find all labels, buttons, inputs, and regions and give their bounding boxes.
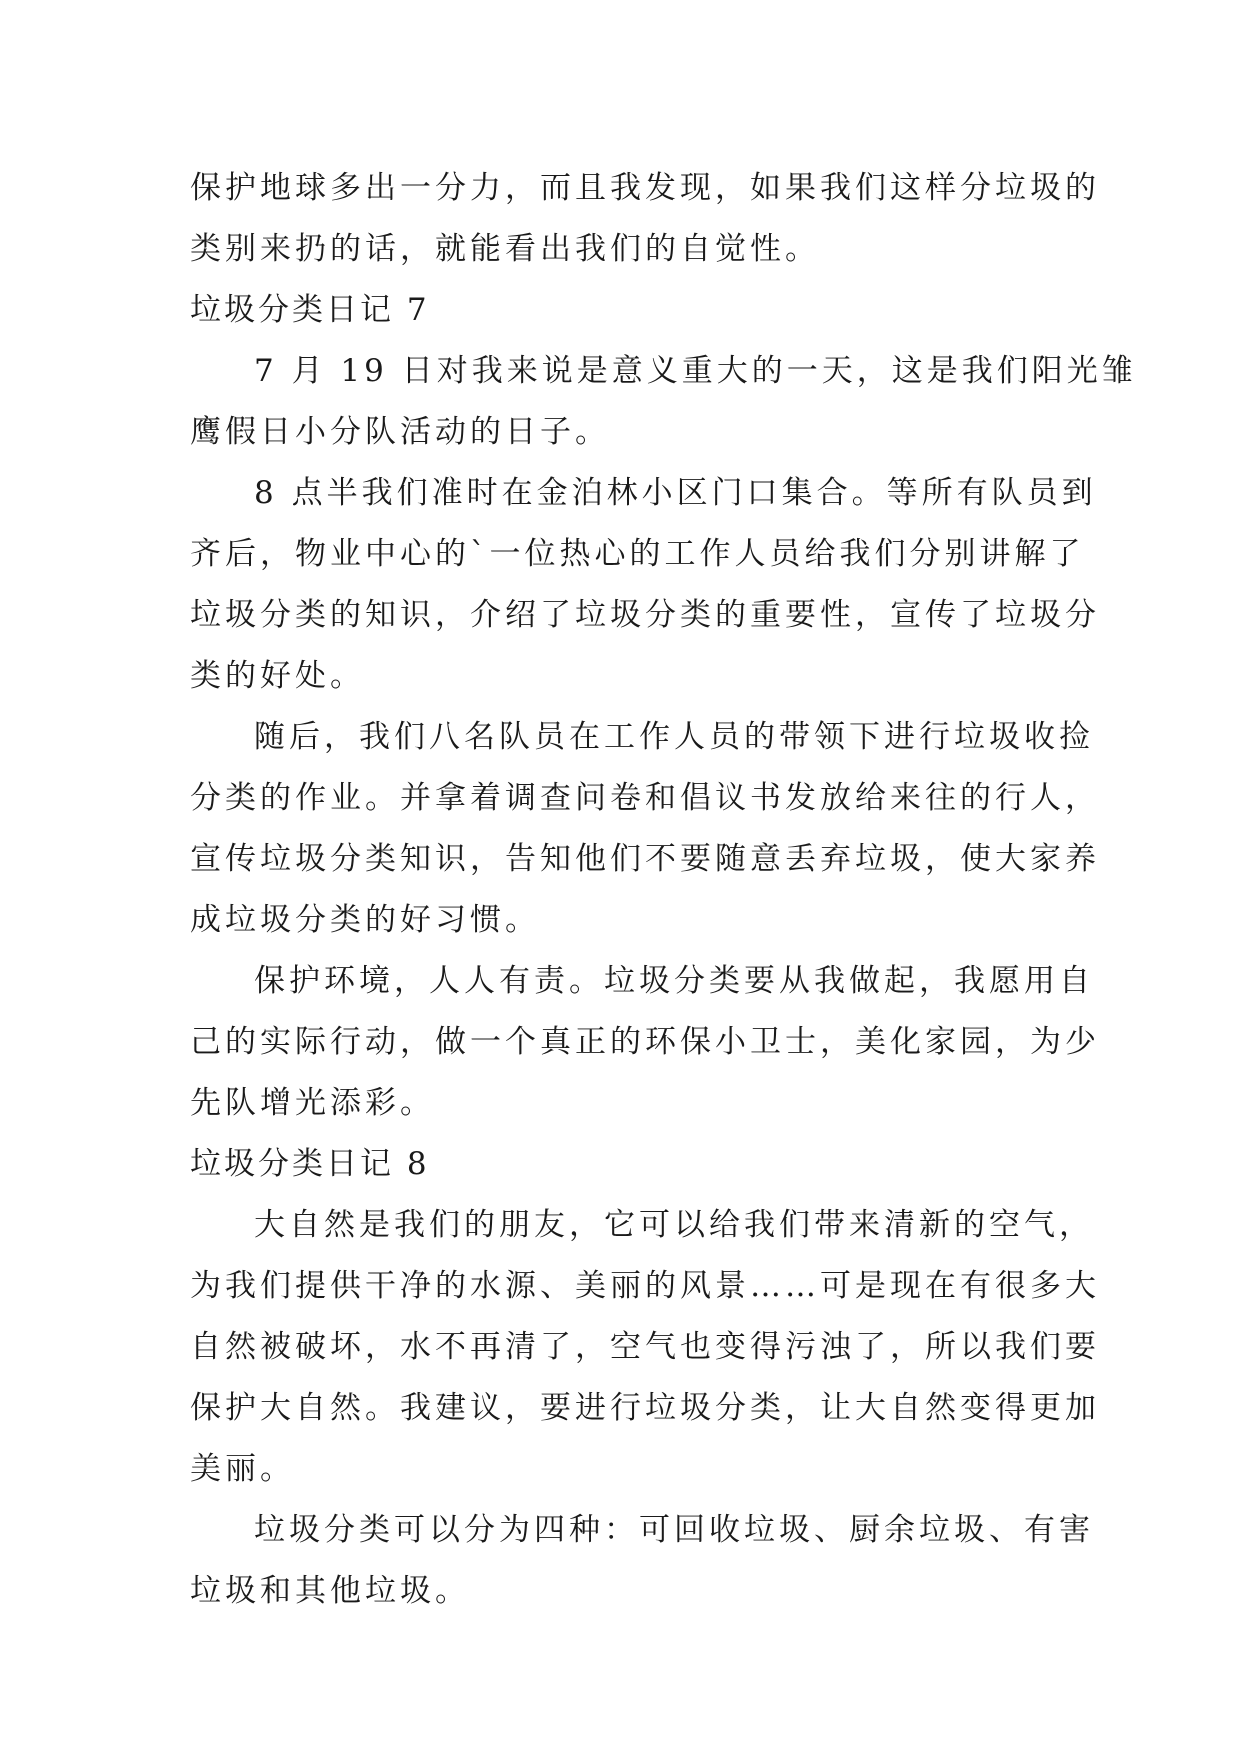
text-line: 垃圾分类的知识，介绍了垃圾分类的重要性，宣传了垃圾分 xyxy=(190,597,1100,633)
text-line: 为我们提供干净的水源、美丽的风景……可是现在有很多大 xyxy=(190,1268,1100,1304)
text-line: 齐后，物业中心的`一位热心的工作人员给我们分别讲解了 xyxy=(190,536,1085,572)
text-line: 类别来扔的话，就能看出我们的自觉性。 xyxy=(190,231,820,267)
text-line: 分类的作业。并拿着调查问卷和倡议书发放给来往的行人， xyxy=(190,780,1100,816)
document-body xyxy=(190,158,1137,1622)
text-line: 鹰假日小分队活动的日子。 xyxy=(190,414,610,450)
paragraph-start: 8 点半我们准时在金泊林小区门口集合。等所有队员到 xyxy=(254,475,1097,511)
text-line: 保护地球多出一分力，而且我发现，如果我们这样分垃圾的 xyxy=(190,170,1100,206)
text-line: 美丽。 xyxy=(190,1451,295,1487)
text-line: 宣传垃圾分类知识，告知他们不要随意丢弃垃圾，使大家养 xyxy=(190,841,1100,877)
text-line: 己的实际行动，做一个真正的环保小卫士，美化家园，为少 xyxy=(190,1024,1100,1060)
text-line: 先队增光添彩。 xyxy=(190,1085,435,1121)
text-line: 保护大自然。我建议，要进行垃圾分类，让大自然变得更加 xyxy=(190,1390,1100,1426)
section-heading-diary-7: 垃圾分类日记 7 xyxy=(190,292,430,328)
text-line: 类的好处。 xyxy=(190,658,365,694)
text-line: 垃圾和其他垃圾。 xyxy=(190,1573,470,1609)
paragraph-start: 随后，我们八名队员在工作人员的带领下进行垃圾收捡 xyxy=(254,719,1094,755)
paragraph-start: 垃圾分类可以分为四种：可回收垃圾、厨余垃圾、有害 xyxy=(254,1512,1094,1548)
paragraph-start: 保护环境，人人有责。垃圾分类要从我做起，我愿用自 xyxy=(254,963,1094,999)
text-line: 成垃圾分类的好习惯。 xyxy=(190,902,540,938)
section-heading-diary-8: 垃圾分类日记 8 xyxy=(190,1146,430,1182)
paragraph-start: 7 月 19 日对我来说是意义重大的一天，这是我们阳光雏 xyxy=(254,353,1137,389)
text-line: 自然被破坏，水不再清了，空气也变得污浊了，所以我们要 xyxy=(190,1329,1100,1365)
paragraph-start: 大自然是我们的朋友，它可以给我们带来清新的空气， xyxy=(254,1207,1094,1243)
